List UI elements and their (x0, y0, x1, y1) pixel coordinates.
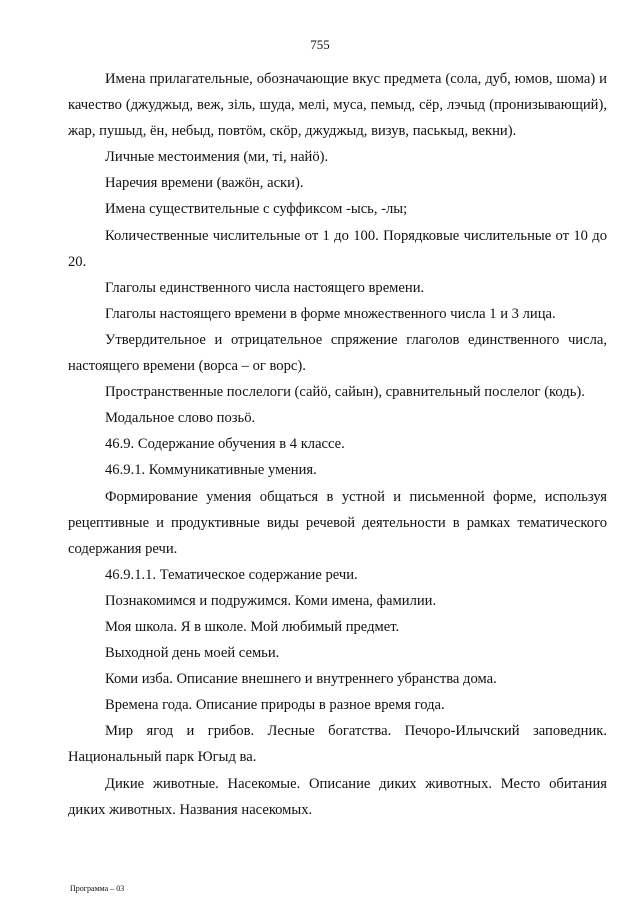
paragraph: Мир ягод и грибов. Лесные богатства. Печоро-Илычский заповедник. Национальный парк Югыд ва. (68, 723, 607, 766)
paragraph: Наречия времени (важöн, аски). (105, 175, 304, 192)
paragraph: Количественные числительные от 1 до 100. Порядковые числительные от 10 до 20. (68, 227, 607, 270)
section-heading: 46.9.1.1. Тематическое содержание речи. (105, 566, 358, 583)
paragraph: Личные местоимения (ми, тi, найö). (105, 149, 329, 166)
paragraph: Модальное слово позьö. (105, 410, 256, 427)
section-heading: 46.9.1. Коммуникативные умения. (105, 462, 317, 479)
paragraph: Выходной день моей семьи. (105, 645, 280, 662)
page-number: 755 (310, 37, 330, 52)
paragraph: Времена года. Описание природы в разное время года. (105, 697, 445, 714)
paragraph: Пространственные послелоги (сайö, сайын), сравнительный послелог (кодь). (105, 384, 585, 401)
page-body (68, 66, 607, 823)
footer-label: Программа – 03 (70, 884, 125, 893)
section-heading: 46.9. Содержание обучения в 4 классе. (105, 436, 345, 453)
paragraph: Дикие животные. Насекомые. Описание диких животных. Место обитания диких животных. Названия насекомых. (68, 775, 607, 818)
paragraph: Утвердительное и отрицательное спряжение глаголов единственного числа, настоящего времени (ворса – ог ворс). (68, 331, 607, 375)
paragraph: Моя школа. Я в школе. Мой любимый предмет. (105, 618, 400, 635)
paragraph: Глаголы единственного числа настоящего времени. (105, 279, 425, 296)
paragraph: Имена существительные с суффиксом -ысь, -лы; (105, 201, 408, 218)
paragraph: Формирование умения общаться в устной и письменной форме, используя рецептивные и продуктивные виды речевой деятельности в рамках тематического содержания речи. (68, 488, 607, 557)
paragraph: Коми изба. Описание внешнего и внутреннего убранства дома. (105, 671, 497, 688)
paragraph: Имена прилагательные, обозначающие вкус предмета (сола, дуб, юмов, шома) и качество (джуджыд, веж, зiль, шуда, мелi, муса, пемыд, сёр, лэчыд (пронизывающий), жар, пушыд, ён, небыд, повтöм, скöр, джуджыд, визув, паськыд, векни). (68, 71, 607, 140)
paragraph: Глаголы настоящего времени в форме множественного числа 1 и 3 лица. (105, 305, 556, 322)
paragraph: Познакомимся и подружимся. Коми имена, фамилии. (105, 592, 437, 609)
